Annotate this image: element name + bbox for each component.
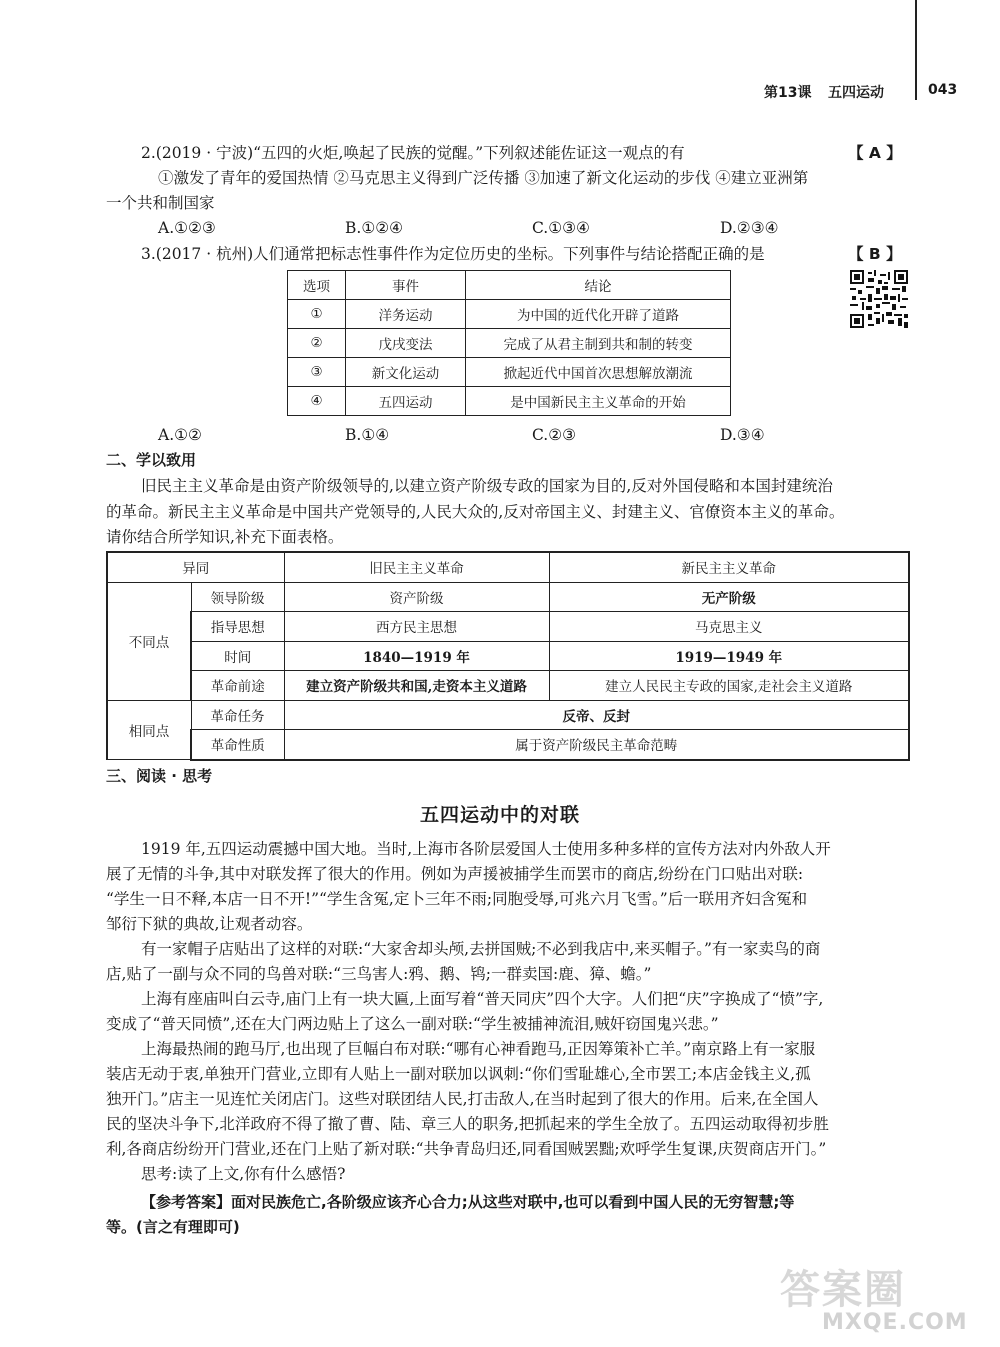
table-row <box>107 730 909 760</box>
article-line: 上海最热闹的跑马厅,也出现了巨幅白布对联:“哪有心神看跑马,正因筹策补亡羊。”南京路上有一家服 <box>141 1040 816 1058</box>
group-differences: 不同点 <box>107 582 191 700</box>
cell-old: 1840—1919 年 <box>284 641 549 671</box>
q3-stem: 3.(2017 · 杭州)人们通常把标志性事件作为定位历史的坐标。下列事件与结论搭配正确的是 <box>141 245 765 263</box>
article-line: 民的坚决斗争下,北洋政府不得了撤了曹、陆、章三人的职务,把抓起来的学生全放了。五四运动取得初步胜 <box>106 1115 829 1133</box>
cell-option: ② <box>288 329 346 358</box>
header-rule <box>915 0 917 100</box>
cell-new: 1919—1949 年 <box>549 641 909 671</box>
cell-event: 洋务运动 <box>346 300 466 329</box>
lesson-number: 第13课 <box>764 85 812 101</box>
row-label: 革命任务 <box>191 700 284 730</box>
reference-answer-cont: 等。(言之有理即可) <box>106 1218 240 1236</box>
q2-option-c: C.①③④ <box>532 219 590 237</box>
table-row <box>107 582 909 612</box>
article-line: 有一家帽子店贴出了这样的对联:“大家舍却头颅,去拼国贼;不必到我店中,来买帽子。”有一家卖鸟的商 <box>141 940 821 958</box>
cell-new: 无产阶级 <box>549 582 909 612</box>
q2-line2: ①激发了青年的爱国热情 ②马克思主义得到广泛传播 ③加速了新文化运动的步伐 ④建立亚洲第 <box>158 169 809 187</box>
group-similarities: 相同点 <box>107 700 191 760</box>
article-line: 利,各商店纷纷开门营业,还在门上贴了新对联:“共争青岛归还,同看国贼罢黜;欢呼学生复课,庆贺商店开门。” <box>106 1140 827 1158</box>
table-row <box>288 358 731 387</box>
cell-conclusion: 完成了从君主制到共和制的转变 <box>466 329 731 358</box>
q3-table <box>287 270 731 416</box>
cell-option: ④ <box>288 387 346 416</box>
cell-conclusion: 是中国新民主主义革命的开始 <box>466 387 731 416</box>
cell-event: 五四运动 <box>346 387 466 416</box>
article-line: 店,贴了一副与众不同的鸟兽对联:“三鸟害人:鸦、鹅、鸨;一群卖国:鹿、獐、蟾。” <box>106 965 652 983</box>
cell-event: 戊戌变法 <box>346 329 466 358</box>
article-line: 展了无情的斗争,其中对联发挥了很大的作用。例如为声援被捕学生而罢市的商店,纷纷在门口贴出对联: <box>106 865 804 883</box>
table-row <box>288 300 731 329</box>
article-line: 装店无动于衷,单独开门营业,立即有人贴上一副对联加以讽刺:“你们雪耻雄心,全市罢工;本店金钱主义,孤 <box>106 1065 811 1083</box>
row-label: 指导思想 <box>191 612 284 642</box>
cell-option: ① <box>288 300 346 329</box>
qr-code-icon <box>850 270 908 328</box>
watermark-cn: 答案圈 <box>780 1267 906 1313</box>
watermark-logo <box>760 1258 990 1340</box>
article-line: 邹衍下狱的典故,让观者动容。 <box>106 915 313 933</box>
table-header-row <box>288 271 731 300</box>
comparison-table <box>106 551 910 761</box>
table-row <box>107 700 909 730</box>
row-label: 革命前途 <box>191 671 284 701</box>
section2-paragraph-2: 的革命。新民主主义革命是中国共产党领导的,人民大众的,反对帝国主义、封建主义、官僚资本主义的革命。 <box>106 503 845 521</box>
table-row <box>288 329 731 358</box>
row-label: 时间 <box>191 641 284 671</box>
table-row <box>107 671 909 701</box>
section2-paragraph-3: 请你结合所学知识,补充下面表格。 <box>106 528 344 546</box>
col-header-compare: 异同 <box>107 552 284 582</box>
q2-line3: 一个共和制国家 <box>106 194 215 212</box>
watermark-en: MXQE.COM <box>822 1310 968 1335</box>
col-header-event: 事件 <box>346 271 466 300</box>
cell-conclusion: 为中国的近代化开辟了道路 <box>466 300 731 329</box>
section2-heading: 二、学以致用 <box>106 451 197 469</box>
q3-option-c: C.②③ <box>532 426 577 444</box>
cell-old: 西方民主思想 <box>284 612 549 642</box>
col-header-new: 新民主主义革命 <box>549 552 909 582</box>
row-label: 革命性质 <box>191 730 284 760</box>
lesson-title: 五四运动 <box>828 85 884 101</box>
row-label: 领导阶级 <box>191 582 284 612</box>
article-line: 1919 年,五四运动震撼中国大地。当时,上海市各阶层爱国人士使用多种多样的宣传方法对内外敌人开 <box>141 840 831 858</box>
article-title: 五四运动中的对联 <box>419 804 580 826</box>
article-line: 变成了“普天同愤”,还在大门两边贴上了这么一副对联:“学生被捕神流泪,贼奸窃国鬼兴悲。” <box>106 1015 719 1033</box>
cell-new: 马克思主义 <box>549 612 909 642</box>
page-number: 043 <box>928 82 958 98</box>
q3-option-b: B.①④ <box>345 426 390 444</box>
article-line: “学生一日不释,本店一日不开!”“学生含冤,定卜三年不雨;同胞受辱,可兆六月飞雪。”后一联用齐妇含冤和 <box>106 890 808 908</box>
q3-answer: 【 B 】 <box>848 245 902 263</box>
q3-option-d: D.③④ <box>720 426 765 444</box>
col-header-option: 选项 <box>288 271 346 300</box>
q3-option-a: A.①② <box>158 426 202 444</box>
q2-stem: 2.(2019 · 宁波)“五四的火炬,唤起了民族的觉醒。”下列叙述能佐证这一观点的有 <box>141 144 685 162</box>
section2-paragraph-1: 旧民主主义革命是由资产阶级领导的,以建立资产阶级专政的国家为目的,反对外国侵略和本国封建统治 <box>141 477 833 495</box>
article-question: 思考:读了上文,你有什么感悟? <box>141 1165 346 1183</box>
cell-option: ③ <box>288 358 346 387</box>
q2-option-b: B.①②④ <box>345 219 404 237</box>
cell-old: 建立资产阶级共和国,走资本主义道路 <box>284 671 549 701</box>
article-line: 独开门。”店主一见连忙关闭店门。这些对联团结人民,打击敌人,在当时起到了很大的作用。后来,在全国人 <box>106 1090 819 1108</box>
col-header-old: 旧民主主义革命 <box>284 552 549 582</box>
q2-option-a: A.①②③ <box>158 219 216 237</box>
q2-option-d: D.②③④ <box>720 219 779 237</box>
q2-answer: 【 A 】 <box>848 144 902 162</box>
cell-shared: 反帝、反封 <box>284 700 909 730</box>
section3-heading: 三、阅读 · 思考 <box>106 767 213 785</box>
cell-shared: 属于资产阶级民主革命范畴 <box>284 730 909 760</box>
table-row <box>107 612 909 642</box>
cell-old: 资产阶级 <box>284 582 549 612</box>
col-header-conclusion: 结论 <box>466 271 731 300</box>
cell-new: 建立人民民主专政的国家,走社会主义道路 <box>549 671 909 701</box>
cell-conclusion: 掀起近代中国首次思想解放潮流 <box>466 358 731 387</box>
reference-answer: 【参考答案】面对民族危亡,各阶级应该齐心合力;从这些对联中,也可以看到中国人民的无穷智慧;等 <box>141 1193 795 1211</box>
table-row <box>288 387 731 416</box>
table-row <box>107 641 909 671</box>
cell-event: 新文化运动 <box>346 358 466 387</box>
table-header-row <box>107 552 909 582</box>
article-line: 上海有座庙叫白云寺,庙门上有一块大匾,上面写着“普天同庆”四个大字。人们把“庆”字换成了“愤”字, <box>141 990 824 1008</box>
